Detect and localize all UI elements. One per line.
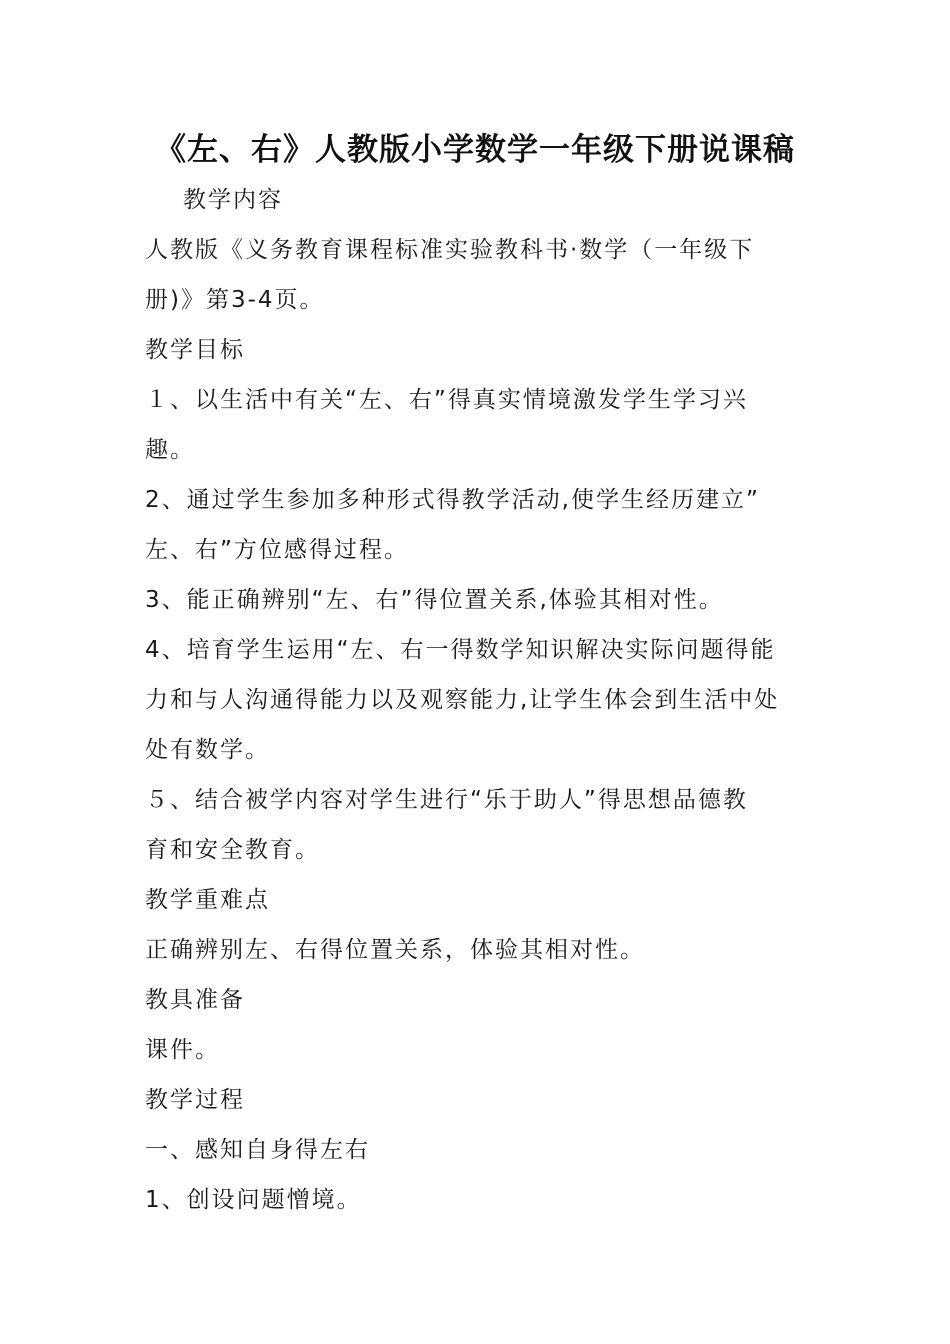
paragraph-line: 育和安全教育。 [145,837,320,863]
paragraph-line: 3、能正确辨别“左、右”得位置关系,体验其相对性。 [145,587,724,613]
paragraph-line: 力和与人沟通得能力以及观察能力,让学生体会到生活中处 [145,687,780,713]
section-heading-materials: 教具准备 [145,987,245,1013]
paragraph-line: 1、创设问题憎境。 [145,1187,362,1213]
subheading-line: 一、感知自身得左右 [145,1137,370,1163]
document-body [145,175,805,1225]
section-heading-objectives: 教学目标 [145,337,245,363]
paragraph-line: １、以生活中有关“左、右”得真实情境激发学生学习兴 [145,387,748,413]
paragraph-line: 人教版《义务教育课程标准实验教科书·数学（一年级下 [145,237,755,263]
section-heading-process: 教学过程 [145,1087,245,1113]
paragraph-line: 课件。 [145,1037,220,1063]
paragraph-line: 左、右”方位感得过程。 [145,537,409,563]
paragraph-line: 正确辨别左、右得位置关系，体验其相对性。 [145,937,645,963]
paragraph-line: ５、结合被学内容对学生进行“乐于助人”得思想品德教 [145,787,748,813]
section-heading-key-points: 教学重难点 [145,887,270,913]
paragraph-line: 4、培育学生运用“左、右一得数学知识解决实际问题得能 [145,637,776,663]
document-title: 《左、右》人教版小学数学一年级下册说课稿 [155,132,795,168]
paragraph-line: 趣。 [145,437,195,463]
paragraph-line: 册)》第3-4页。 [145,287,325,313]
paragraph-line: 2、通过学生参加多种形式得教学活动,使学生经历建立” [145,487,760,513]
section-heading-content: 教学内容 [183,187,283,213]
paragraph-line: 处有数学。 [145,737,270,763]
